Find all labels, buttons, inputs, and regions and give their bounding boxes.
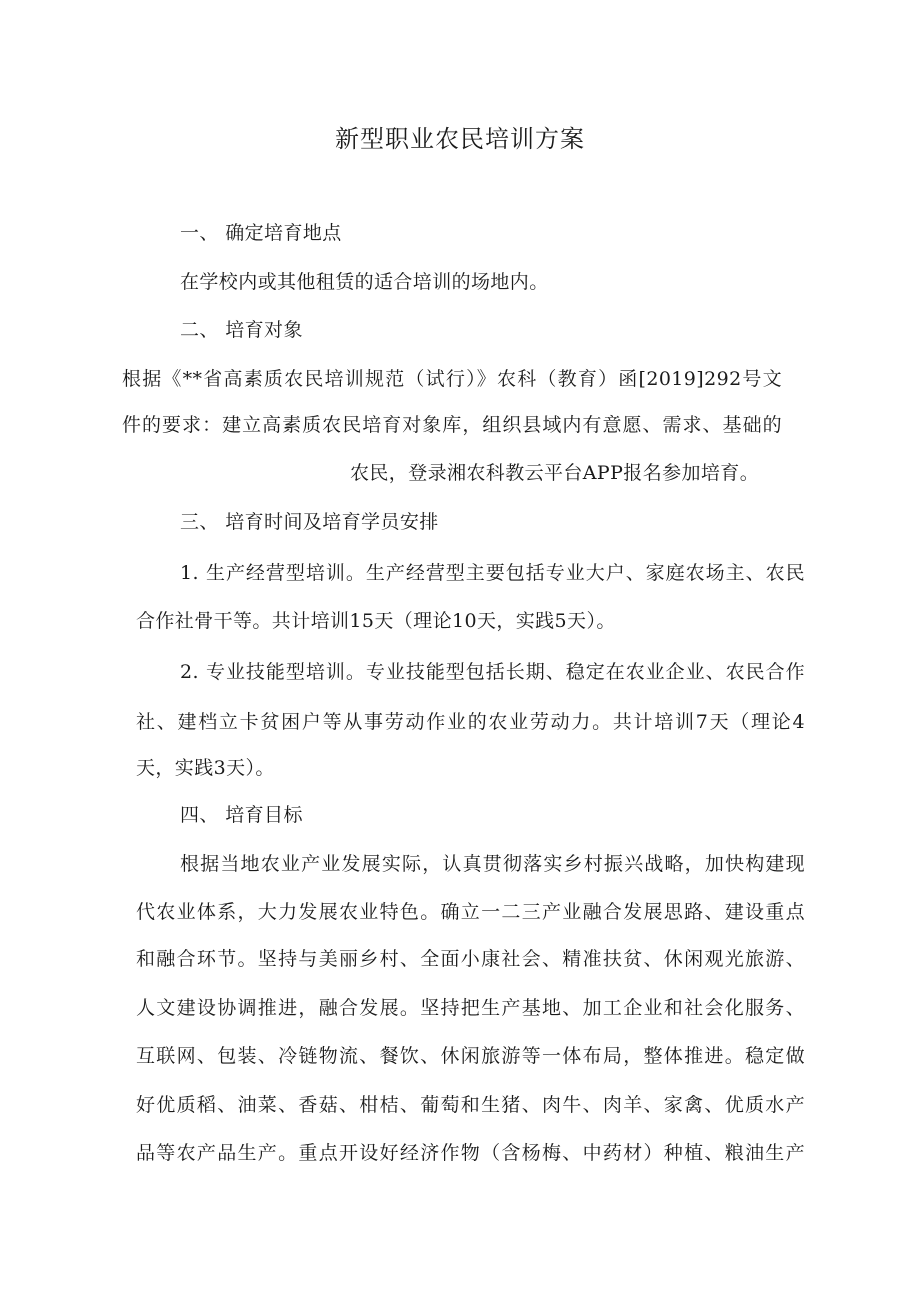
paragraph-target-line-2: 件的要求：建立高素质农民培育对象库，组织县域内有意愿、需求、基础的 (122, 414, 782, 436)
section-heading-goals: 四、 培育目标 (180, 804, 303, 826)
goals-line-7: 品等农产品生产。重点开设好经济作物（含杨梅、中药材）种植、粮油生产 (136, 1142, 805, 1164)
goals-line-4: 人文建设协调推进，融合发展。坚持把生产基地、加工企业和社会化服务、 (136, 997, 805, 1019)
item2-line-3: 天，实践3天）。 (136, 757, 275, 779)
goals-line-1: 根据当地农业产业发展实际，认真贯彻落实乡村振兴战略，加快构建现 (180, 853, 805, 875)
document-title: 新型职业农民培训方案 (335, 125, 585, 153)
item1-line-1: 1. 生产经营型培训。生产经营型主要包括专业大户、家庭农场主、农民 (180, 562, 805, 584)
section-heading-location: 一、 确定培育地点 (180, 222, 342, 244)
paragraph-target-line-1: 根据《**省高素质农民培训规范（试行）》农科（教育）函[2019]292号文 (122, 368, 782, 390)
paragraph-location: 在学校内或其他租赁的适合培训的场地内。 (180, 271, 549, 293)
section-heading-schedule: 三、 培育时间及培育学员安排 (180, 511, 439, 533)
goals-line-5: 互联网、包装、冷链物流、餐饮、休闲旅游等一体布局，整体推进。稳定做 (136, 1045, 805, 1067)
item1-line-2: 合作社骨干等。共计培训15天（理论10天，实践5天）。 (136, 610, 616, 632)
item2-line-2: 社、建档立卡贫困户等从事劳动作业的农业劳动力。共计培训7天（理论4 (136, 711, 805, 733)
item2-line-1: 2. 专业技能型培训。专业技能型包括长期、稳定在农业企业、农民合作 (180, 661, 805, 683)
goals-line-6: 好优质稻、油菜、香菇、柑桔、葡萄和生猪、肉牛、肉羊、家禽、优质水产 (136, 1094, 805, 1116)
section-heading-target: 二、 培育对象 (180, 319, 303, 341)
goals-line-3: 和融合环节。坚持与美丽乡村、全面小康社会、精准扶贫、休闲观光旅游、 (136, 948, 805, 970)
paragraph-target-line-3: 农民，登录湘农科教云平台APP报名参加培育。 (350, 462, 760, 484)
goals-line-2: 代农业体系，大力发展农业特色。确立一二三产业融合发展思路、建设重点 (136, 901, 805, 923)
